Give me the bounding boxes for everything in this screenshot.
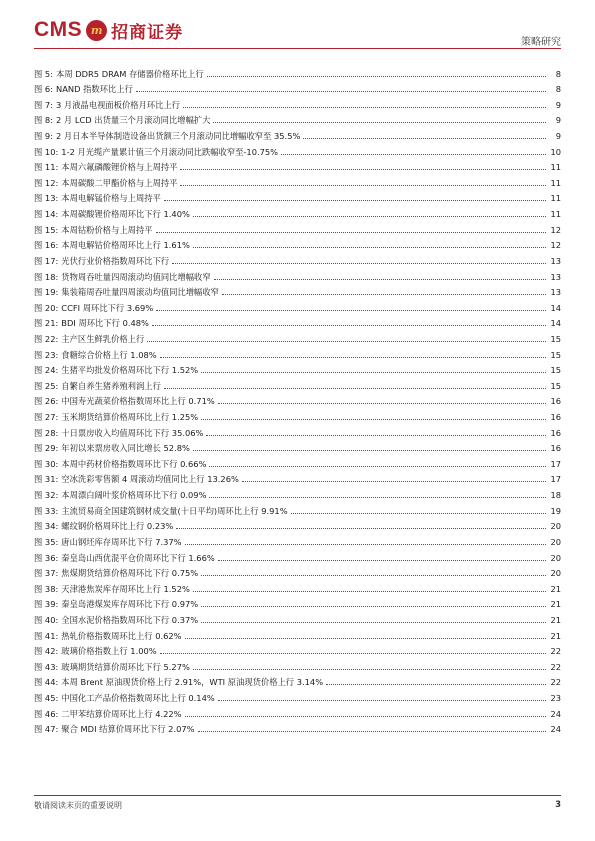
figure-page: 15	[550, 349, 561, 360]
figure-number: 图 34:	[34, 521, 59, 532]
figure-title: CCFI 周环比下行 3.69%	[61, 302, 154, 313]
figure-title: 本周钴粉价格与上周持平	[61, 224, 153, 235]
toc-entry[interactable]	[34, 719, 561, 735]
figure-number: 图 45:	[34, 692, 59, 703]
figure-page: 9	[555, 99, 561, 110]
figure-page: 11	[550, 177, 561, 188]
figure-title: 生猪平均批发价格周环比下行 1.52%	[61, 365, 199, 376]
dot-leader	[198, 731, 546, 732]
figure-page: 21	[550, 599, 561, 610]
toc-entry[interactable]	[34, 422, 561, 438]
toc-entry[interactable]	[34, 656, 561, 672]
figure-number: 图 38:	[34, 583, 59, 594]
figure-page: 20	[550, 536, 561, 547]
figure-number: 图 46:	[34, 708, 59, 719]
figure-title: 秦皇岛山西优混平仓价周环比下行 1.66%	[61, 552, 215, 563]
toc-entry[interactable]	[34, 344, 561, 360]
dot-leader	[193, 247, 546, 248]
toc-entry[interactable]	[34, 188, 561, 204]
figure-page: 20	[550, 568, 561, 579]
dot-leader	[218, 403, 546, 404]
figure-page: 22	[550, 677, 561, 688]
disclaimer-note: 敬请阅读末页的重要说明	[34, 801, 122, 810]
figure-page: 12	[550, 240, 561, 251]
figure-title: 集装箱周吞吐量四周滚动均值同比增幅收窄	[61, 287, 219, 298]
figure-number: 图 29:	[34, 443, 59, 454]
toc-entry[interactable]	[34, 563, 561, 579]
figure-title: 空冰洗彩零售额 4 周滚动均值同比上行 13.26%	[61, 474, 239, 485]
figure-title: 中国寿光蔬菜价格指数周环比上行 0.71%	[61, 396, 215, 407]
dot-leader	[164, 388, 546, 389]
toc-entry[interactable]	[34, 235, 561, 251]
figure-page: 10	[550, 146, 561, 157]
dot-leader	[147, 341, 546, 342]
toc-entry[interactable]	[34, 203, 561, 219]
figure-number: 图 21:	[34, 318, 59, 329]
figure-page: 9	[555, 131, 561, 142]
figure-title: 1-2 月光缆产量累计值三个月滚动同比跌幅收窄至-10.75%	[61, 146, 279, 157]
figure-page: 18	[550, 490, 561, 501]
dot-leader	[180, 169, 546, 170]
figure-number: 图 43:	[34, 661, 59, 672]
logo-latin: CMS	[34, 18, 83, 41]
figure-page: 11	[550, 193, 561, 204]
figure-number: 图 9:	[34, 131, 54, 142]
figure-title: 全国水泥价格指数周环比下行 0.37%	[61, 614, 199, 625]
dot-leader	[160, 357, 546, 358]
toc-entry[interactable]	[34, 406, 561, 422]
toc-entry[interactable]	[34, 453, 561, 469]
figure-page: 17	[550, 474, 561, 485]
dot-leader	[176, 528, 546, 529]
dot-leader	[326, 684, 546, 685]
figure-number: 图 36:	[34, 552, 59, 563]
figure-title: 本周 DDR5 DRAM 存储器价格环比上行	[56, 68, 204, 79]
figure-title: 2 月 LCD 出货量三个月滚动同比增幅扩大	[56, 115, 211, 126]
dot-leader	[193, 591, 546, 592]
figure-page: 16	[550, 427, 561, 438]
dot-leader	[172, 263, 546, 264]
page-number: 3	[555, 800, 561, 810]
figure-title: 自繁自养生猪养殖利润上行	[61, 380, 161, 391]
dot-leader	[201, 575, 546, 576]
figure-page: 13	[550, 287, 561, 298]
dot-leader	[156, 310, 546, 311]
figure-page: 9	[555, 115, 561, 126]
section-name: 策略研究	[521, 37, 561, 48]
figure-number: 图 14:	[34, 209, 59, 220]
figure-title: 本周碳酸锂价格周环比下行 1.40%	[61, 209, 190, 220]
figure-title: 天津港焦炭库存周环比上行 1.52%	[61, 583, 190, 594]
figure-title: 螺纹钢价格周环比上行 0.23%	[61, 521, 174, 532]
figure-page: 11	[550, 209, 561, 220]
figure-title: 焦煤期货结算价格周环比下行 0.75%	[61, 568, 199, 579]
toc-entry[interactable]	[34, 469, 561, 485]
dot-leader	[185, 638, 546, 639]
dot-leader	[201, 419, 546, 420]
figure-title: 本周中药材价格指数周环比下行 0.66%	[61, 458, 207, 469]
toc-entry[interactable]	[34, 141, 561, 157]
figure-page: 24	[550, 708, 561, 719]
toc-entry[interactable]	[34, 79, 561, 95]
toc-entry[interactable]	[34, 375, 561, 391]
dot-leader	[193, 216, 546, 217]
figure-number: 图 32:	[34, 490, 59, 501]
figure-page: 8	[555, 68, 561, 79]
toc-entry[interactable]	[34, 547, 561, 563]
figure-page: 24	[550, 724, 561, 735]
figure-number: 图 41:	[34, 630, 59, 641]
dot-leader	[185, 716, 546, 717]
toc-entry[interactable]	[34, 297, 561, 313]
figure-title: 光伏行业价格指数周环比下行	[61, 255, 170, 266]
dot-leader	[213, 122, 546, 123]
dot-leader	[164, 200, 546, 201]
figure-number: 图 6:	[34, 84, 54, 95]
figure-number: 图 23:	[34, 349, 59, 360]
figure-number: 图 26:	[34, 396, 59, 407]
figure-title: BDI 周环比下行 0.48%	[61, 318, 149, 329]
toc-entry[interactable]	[34, 266, 561, 282]
figure-number: 图 18:	[34, 271, 59, 282]
figure-title: 本周电解锰价格与上周持平	[61, 193, 161, 204]
figure-page: 21	[550, 583, 561, 594]
figure-title: 秦皇岛港煤炭库存周环比下行 0.97%	[61, 599, 199, 610]
figure-number: 图 10:	[34, 146, 59, 157]
dot-leader	[209, 497, 546, 498]
figure-title: 唐山钢坯库存周环比下行 7.37%	[61, 536, 182, 547]
figure-title: 年初以来票房收入同比增长 52.8%	[61, 443, 190, 454]
toc-entry[interactable]	[34, 282, 561, 298]
figure-number: 图 12:	[34, 177, 59, 188]
dot-leader	[222, 294, 546, 295]
toc-entry[interactable]	[34, 531, 561, 547]
logo-chinese: 招商证券	[111, 22, 184, 43]
figure-title: 本周 Brent 原油现货价格上行 2.91%，WTI 原油现货价格上行 3.14%	[61, 677, 324, 688]
figure-page: 13	[550, 255, 561, 266]
header-divider	[34, 48, 561, 49]
figure-title: 食糖综合价格上行 1.08%	[61, 349, 157, 360]
toc-entry[interactable]	[34, 594, 561, 610]
figure-number: 图 40:	[34, 614, 59, 625]
toc-entry[interactable]	[34, 63, 561, 79]
footer-divider	[34, 795, 561, 796]
dot-leader	[183, 107, 546, 108]
figure-page: 11	[550, 162, 561, 173]
toc-entry[interactable]	[34, 641, 561, 657]
figure-title: NAND 指数环比上行	[56, 84, 133, 95]
dot-leader	[193, 450, 546, 451]
figure-number: 图 37:	[34, 568, 59, 579]
figure-page: 21	[550, 630, 561, 641]
figure-title: 玻璃价格指数上行 1.00%	[61, 646, 157, 657]
figure-page: 13	[550, 271, 561, 282]
figure-page: 14	[550, 318, 561, 329]
figure-page: 17	[550, 458, 561, 469]
toc-entry[interactable]	[34, 328, 561, 344]
figure-number: 图 33:	[34, 505, 59, 516]
figure-title: 2 月日本半导体制造设备出货额三个月滚动同比增幅收窄至 35.5%	[56, 131, 301, 142]
figure-title: 3 月液晶电视面板价格月环比上行	[56, 99, 181, 110]
toc-entry[interactable]	[34, 172, 561, 188]
toc-entry[interactable]	[34, 687, 561, 703]
toc-entry[interactable]	[34, 609, 561, 625]
figure-number: 图 19:	[34, 287, 59, 298]
figure-page: 20	[550, 552, 561, 563]
dot-leader	[201, 606, 546, 607]
page-header	[0, 0, 595, 52]
figure-page: 15	[550, 380, 561, 391]
company-logo	[34, 17, 183, 43]
figure-title: 本周碳酸二甲酯价格与上周持平	[61, 177, 178, 188]
logo-badge-mark: m	[90, 23, 103, 37]
figure-number: 图 17:	[34, 255, 59, 266]
dot-leader	[201, 372, 546, 373]
figure-title: 玉米期货结算价格周环比上行 1.25%	[61, 412, 199, 423]
figure-title: 本周六氟磷酸锂价格与上周持平	[61, 162, 178, 173]
toc-entry[interactable]	[34, 110, 561, 126]
figure-page: 8	[555, 84, 561, 95]
figure-page: 22	[550, 661, 561, 672]
logo-badge-icon	[86, 20, 107, 41]
figure-number: 图 24:	[34, 365, 59, 376]
figure-number: 图 27:	[34, 412, 59, 423]
dot-leader	[156, 232, 546, 233]
dot-leader	[303, 138, 546, 139]
figure-title: 二甲苯结算价周环比上行 4.22%	[61, 708, 182, 719]
figure-page: 21	[550, 614, 561, 625]
dot-leader	[209, 466, 546, 467]
figure-number: 图 20:	[34, 302, 59, 313]
toc-entry[interactable]	[34, 391, 561, 407]
dot-leader	[281, 154, 546, 155]
figure-title: 聚合 MDI 结算价周环比下行 2.07%	[61, 724, 195, 735]
figure-page: 16	[550, 396, 561, 407]
figure-title: 本周电解钴价格周环比上行 1.61%	[61, 240, 190, 251]
figure-title: 十日票房收入均值周环比下行 35.06%	[61, 427, 204, 438]
figure-number: 图 16:	[34, 240, 59, 251]
figure-number: 图 25:	[34, 380, 59, 391]
dot-leader	[152, 325, 546, 326]
figure-title: 主流贸易商全国建筑钢材成交量(十日平均)周环比上行 9.91%	[61, 505, 288, 516]
figure-title: 玻璃期货结算价周环比下行 5.27%	[61, 661, 190, 672]
figure-number: 图 13:	[34, 193, 59, 204]
figure-list	[34, 63, 561, 734]
figure-title: 本周漂白阔叶浆价格周环比下行 0.09%	[61, 490, 207, 501]
toc-entry[interactable]	[34, 500, 561, 516]
figure-number: 图 31:	[34, 474, 59, 485]
figure-page: 22	[550, 646, 561, 657]
figure-page: 19	[550, 505, 561, 516]
toc-entry[interactable]	[34, 360, 561, 376]
figure-number: 图 30:	[34, 458, 59, 469]
figure-number: 图 11:	[34, 162, 59, 173]
toc-entry[interactable]	[34, 578, 561, 594]
dot-leader	[242, 481, 546, 482]
toc-entry[interactable]	[34, 484, 561, 500]
figure-title: 主产区生鲜乳价格上行	[61, 333, 145, 344]
figure-page: 15	[550, 333, 561, 344]
figure-page: 14	[550, 302, 561, 313]
toc-entry[interactable]	[34, 516, 561, 532]
figure-title: 货物周吞吐量四周滚动均值同比增幅收窄	[61, 271, 211, 282]
figure-page: 23	[550, 692, 561, 703]
toc-entry[interactable]	[34, 157, 561, 173]
figure-number: 图 8:	[34, 115, 54, 126]
dot-leader	[206, 435, 546, 436]
figure-number: 图 44:	[34, 677, 59, 688]
toc-entry[interactable]	[34, 125, 561, 141]
dot-leader	[218, 700, 546, 701]
figure-number: 图 15:	[34, 224, 59, 235]
figure-page: 20	[550, 521, 561, 532]
dot-leader	[291, 513, 546, 514]
dot-leader	[218, 560, 546, 561]
figure-number: 图 7:	[34, 99, 54, 110]
dot-leader	[214, 279, 546, 280]
toc-entry[interactable]	[34, 94, 561, 110]
toc-entry[interactable]	[34, 438, 561, 454]
dot-leader	[180, 185, 546, 186]
figure-number: 图 42:	[34, 646, 59, 657]
figure-page: 16	[550, 443, 561, 454]
dot-leader	[136, 91, 546, 92]
toc-entry[interactable]	[34, 313, 561, 329]
figure-number: 图 39:	[34, 599, 59, 610]
toc-entry[interactable]	[34, 672, 561, 688]
figure-number: 图 35:	[34, 536, 59, 547]
figure-page: 16	[550, 412, 561, 423]
figure-page: 15	[550, 365, 561, 376]
dot-leader	[185, 544, 546, 545]
figure-number: 图 22:	[34, 333, 59, 344]
dot-leader	[160, 653, 546, 654]
toc-entry[interactable]	[34, 703, 561, 719]
figure-number: 图 28:	[34, 427, 59, 438]
toc-entry[interactable]	[34, 219, 561, 235]
dot-leader	[201, 622, 546, 623]
figure-number: 图 5:	[34, 68, 54, 79]
figure-title: 热轧价格指数周环比上行 0.62%	[61, 630, 182, 641]
figure-number: 图 47:	[34, 724, 59, 735]
dot-leader	[207, 76, 546, 77]
figure-title: 中国化工产品价格指数周环比上行 0.14%	[61, 692, 215, 703]
dot-leader	[193, 669, 546, 670]
toc-entry[interactable]	[34, 625, 561, 641]
toc-entry[interactable]	[34, 250, 561, 266]
figure-page: 12	[550, 224, 561, 235]
